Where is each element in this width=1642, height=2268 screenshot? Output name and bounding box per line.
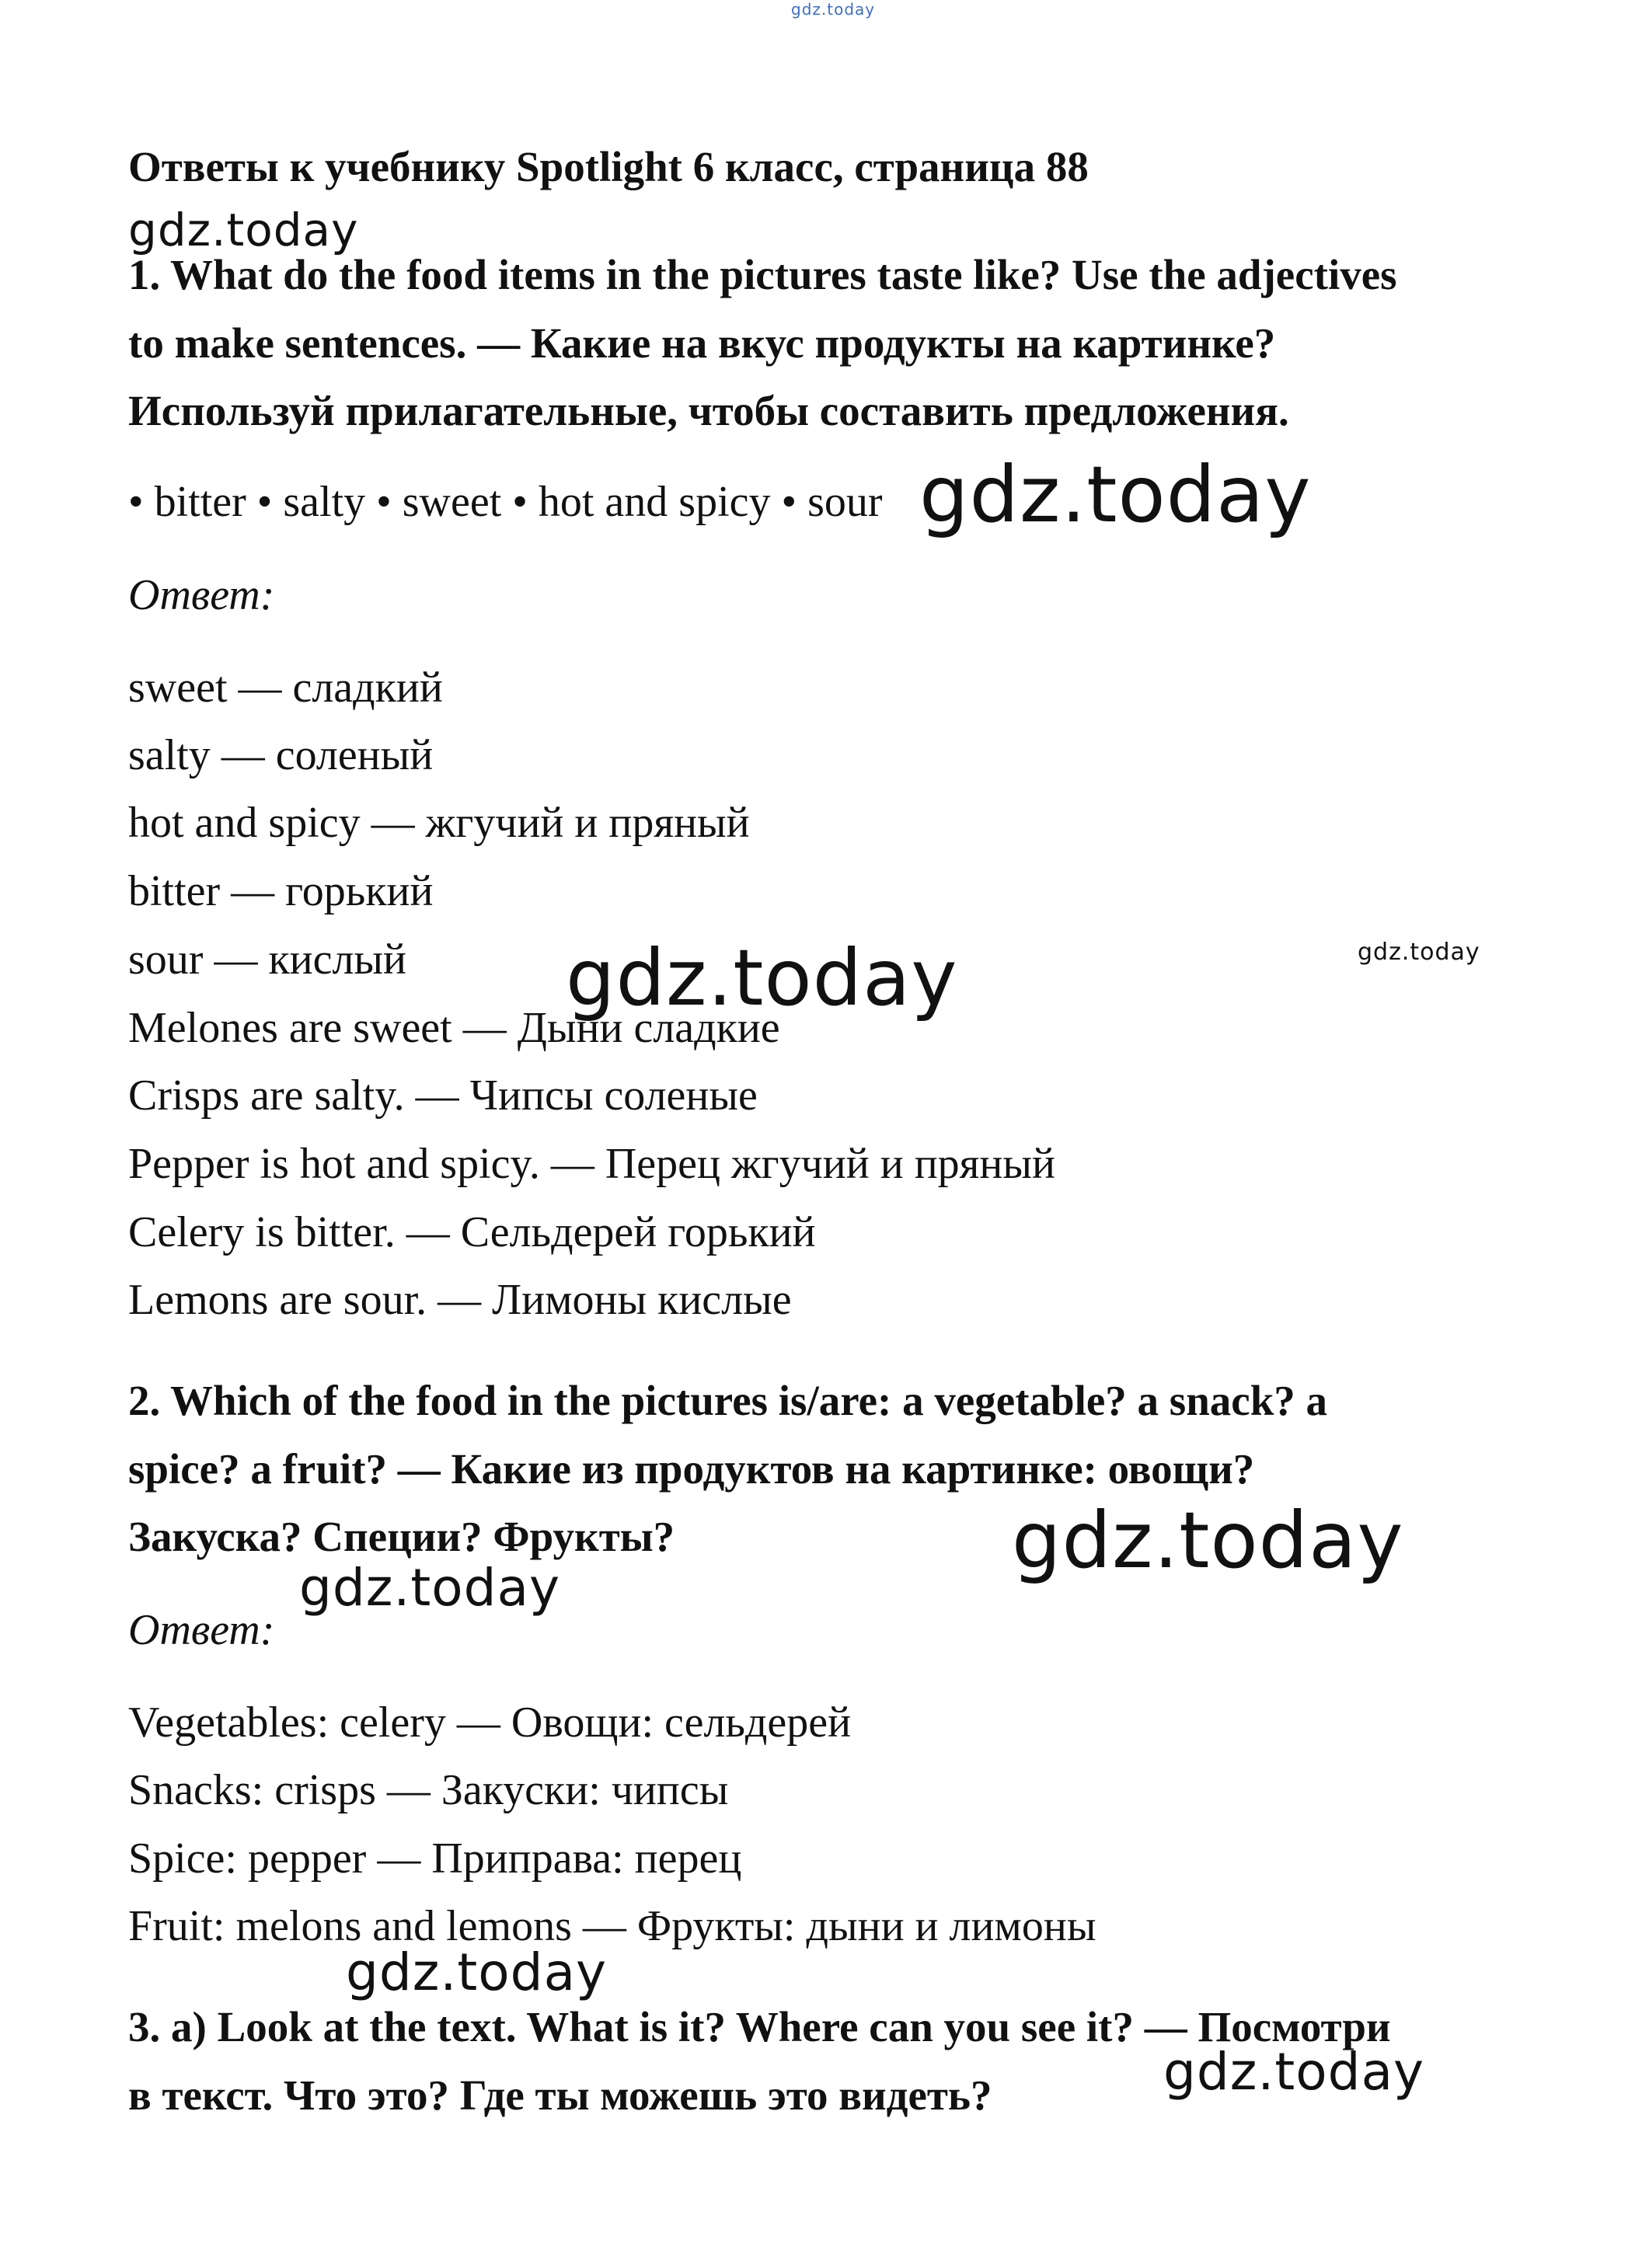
watermark: gdz.today — [919, 449, 1312, 540]
exercise-3-question-line-2: в текст. Что это? Где ты можешь это видеть? — [128, 2071, 992, 2119]
exercise-2-question-line-1: 2. Which of the food in the pictures is/are: a vegetable? a snack? a — [128, 1377, 1328, 1424]
exercise-2-answer-line: Vegetables: celery — Овощи: сельдерей — [128, 1698, 852, 1747]
watermark: gdz.today — [346, 1942, 608, 2002]
page-title: Ответы к учебнику Spotlight 6 класс, страница 88 — [128, 143, 1089, 190]
exercise-2-answer-line: Snacks: crisps — Закуски: чипсы — [128, 1766, 729, 1814]
exercise-1-question-line-3: Используй прилагательные, чтобы составить предложения. — [128, 387, 1289, 434]
side-watermark: gdz.today — [1358, 939, 1480, 966]
exercise-1-question-line-2: to make sentences. — Какие на вкус продукты на картинке? — [128, 319, 1276, 367]
watermark: gdz.today — [1163, 2042, 1425, 2102]
top-watermark: gdz.today — [791, 0, 876, 19]
watermark: gdz.today — [1012, 1495, 1404, 1586]
exercise-1-answer-line: bitter — горький — [128, 867, 434, 915]
exercise-2-question-line-3: Закуска? Специи? Фрукты? — [128, 1513, 675, 1560]
exercise-2-answer-label: Ответ: — [128, 1606, 275, 1654]
exercise-1-answer-line: Pepper is hot and spicy. — Перец жгучий и пряный — [128, 1140, 1055, 1188]
exercise-1-answer-line: sweet — сладкий — [128, 664, 443, 712]
exercise-1-answer-line: Crisps are salty. — Чипсы соленые — [128, 1071, 758, 1120]
exercise-1-answer-line: sour — кислый — [128, 935, 407, 984]
watermark: gdz.today — [566, 932, 958, 1023]
watermark: gdz.today — [128, 204, 359, 256]
exercise-2-answer-line: Fruit: melons and lemons — Фрукты: дыни и лимоны — [128, 1902, 1096, 1950]
exercise-2-answer-line: Spice: pepper — Приправа: перец — [128, 1834, 742, 1883]
exercise-1-answer-label: Ответ: — [128, 571, 275, 619]
exercise-1-word-list: • bitter • salty • sweet • hot and spicy • sour — [128, 478, 883, 526]
exercise-1-answer-line: Celery is bitter. — Сельдерей горький — [128, 1208, 816, 1256]
watermark: gdz.today — [299, 1558, 561, 1618]
exercise-2-question-line-2: spice? a fruit? — Какие из продуктов на картинке: овощи? — [128, 1445, 1255, 1493]
exercise-1-answer-line: hot and spicy — жгучий и пряный — [128, 799, 750, 847]
exercise-3-question-line-1: 3. a) Look at the text. What is it? Where can you see it? — Посмотри — [128, 2003, 1391, 2050]
exercise-1-answer-line: Lemons are sour. — Лимоны кислые — [128, 1276, 792, 1324]
exercise-1-question-line-1: 1. What do the food items in the pictures taste like? Use the adjectives — [128, 251, 1397, 298]
exercise-1-answer-line: Melones are sweet — Дыни сладкие — [128, 1004, 780, 1052]
exercise-1-answer-line: salty — соленый — [128, 731, 434, 779]
